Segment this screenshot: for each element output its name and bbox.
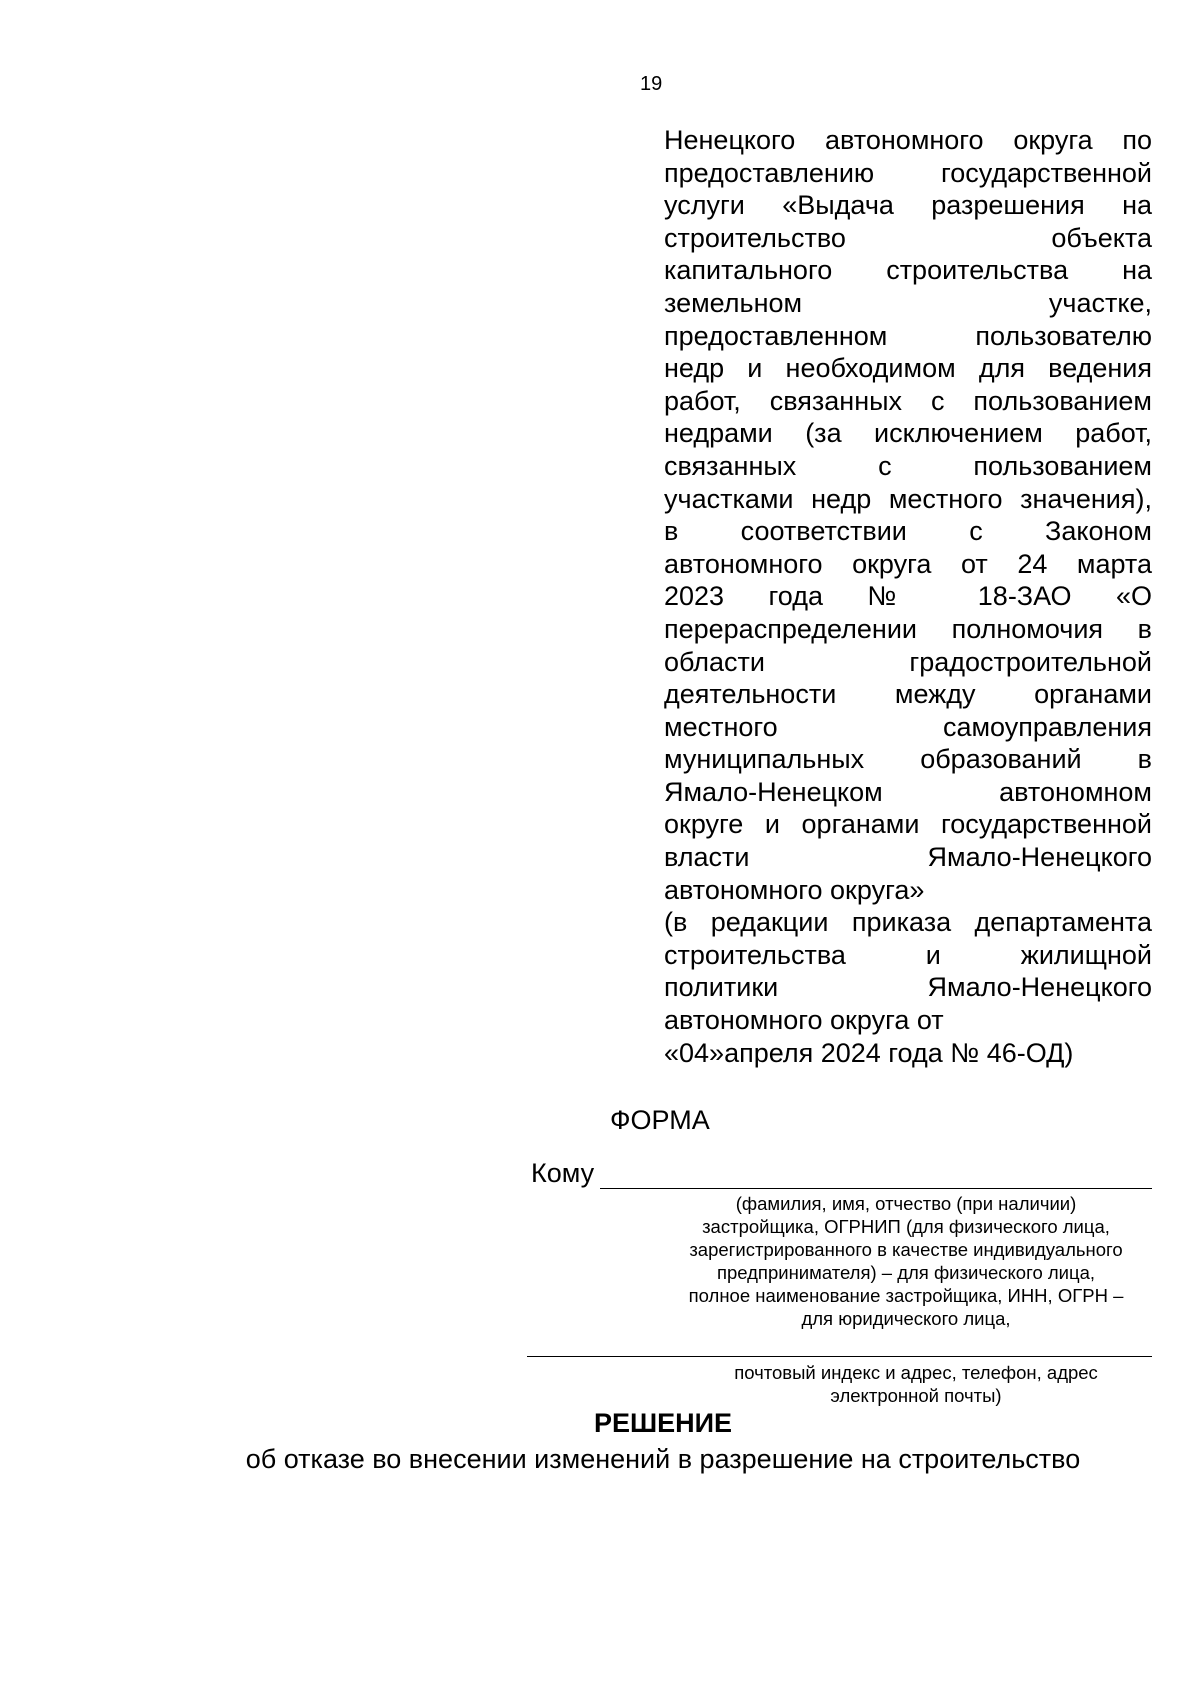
recipient-note-line: зарегистрированного в качестве индивидуального <box>689 1239 1123 1260</box>
header-line: власти Ямало-Ненецкого <box>664 842 1152 873</box>
header-line: связанных с пользованием <box>664 450 1152 481</box>
header-line: капитального строительства на <box>664 255 1152 286</box>
header-line: «04»апреля 2024 года № 46-ОД) <box>664 1037 1074 1068</box>
recipient-note-line: (фамилия, имя, отчество (при наличии) <box>735 1193 1077 1214</box>
header-line: автономного округа от <box>664 1005 944 1036</box>
header-line: автономного округа» <box>664 874 925 905</box>
header-line: услуги «Выдача разрешения на <box>664 190 1152 221</box>
decision-subtitle: об отказе во внесении изменений в разрешение на строительство <box>245 1444 1081 1474</box>
header-line: Ямало-Ненецком автономном <box>664 776 1152 807</box>
header-line: деятельности между органами <box>664 679 1152 710</box>
header-line: области градостроительной <box>664 646 1152 677</box>
decision-title: РЕШЕНИЕ <box>593 1408 733 1438</box>
header-line: (в редакции приказа департамента <box>664 907 1152 938</box>
header-block <box>664 124 1152 1069</box>
header-line: 2023 года № 18-ЗАО «О <box>664 581 1152 612</box>
header-line: перераспределении полномочия в <box>664 613 1152 644</box>
header-line: земельном участке, <box>664 287 1152 318</box>
header-line: предоставлению государственной <box>664 157 1152 188</box>
header-line: предоставленном пользователю <box>664 320 1152 351</box>
recipient-note-line: застройщика, ОГРНИП (для физического лица, <box>702 1216 1110 1237</box>
header-line: округе и органами государственной <box>664 809 1152 840</box>
header-line: строительство объекта <box>664 222 1152 253</box>
page-number: 19 <box>640 73 663 95</box>
recipient-row <box>531 1157 1152 1189</box>
recipient-note-line: предпринимателя) – для физического лица, <box>716 1262 1096 1283</box>
header-line: строительства и жилищной <box>664 939 1152 970</box>
recipient-label: Кому <box>531 1158 595 1188</box>
header-line: политики Ямало-Ненецкого <box>664 972 1152 1003</box>
header-line: работ, связанных с пользованием <box>664 385 1152 416</box>
header-line: недрами (за исключением работ, <box>664 418 1152 449</box>
header-line: местного самоуправления <box>664 711 1152 742</box>
header-line: недр и необходимом для ведения <box>664 353 1152 384</box>
address-note <box>680 1361 1152 1407</box>
header-line: в соответствии с Законом <box>664 516 1152 547</box>
recipient-note-line: для юридического лица, <box>801 1308 1011 1329</box>
address-note-line: электронной почты) <box>830 1385 1002 1406</box>
address-note-line: почтовый индекс и адрес, телефон, адрес <box>734 1362 1098 1383</box>
header-line: автономного округа от 24 марта <box>664 548 1152 579</box>
header-line: участками недр местного значения), <box>664 483 1152 514</box>
recipient-name-field[interactable] <box>600 1162 1152 1189</box>
recipient-note <box>660 1192 1152 1330</box>
form-label: ФОРМА <box>610 1105 710 1135</box>
address-field[interactable] <box>527 1356 1152 1357</box>
header-line: муниципальных образований в <box>664 744 1152 775</box>
recipient-note-line: полное наименование застройщика, ИНН, ОГРН – <box>688 1285 1124 1306</box>
header-line: Ненецкого автономного округа по <box>664 125 1152 155</box>
